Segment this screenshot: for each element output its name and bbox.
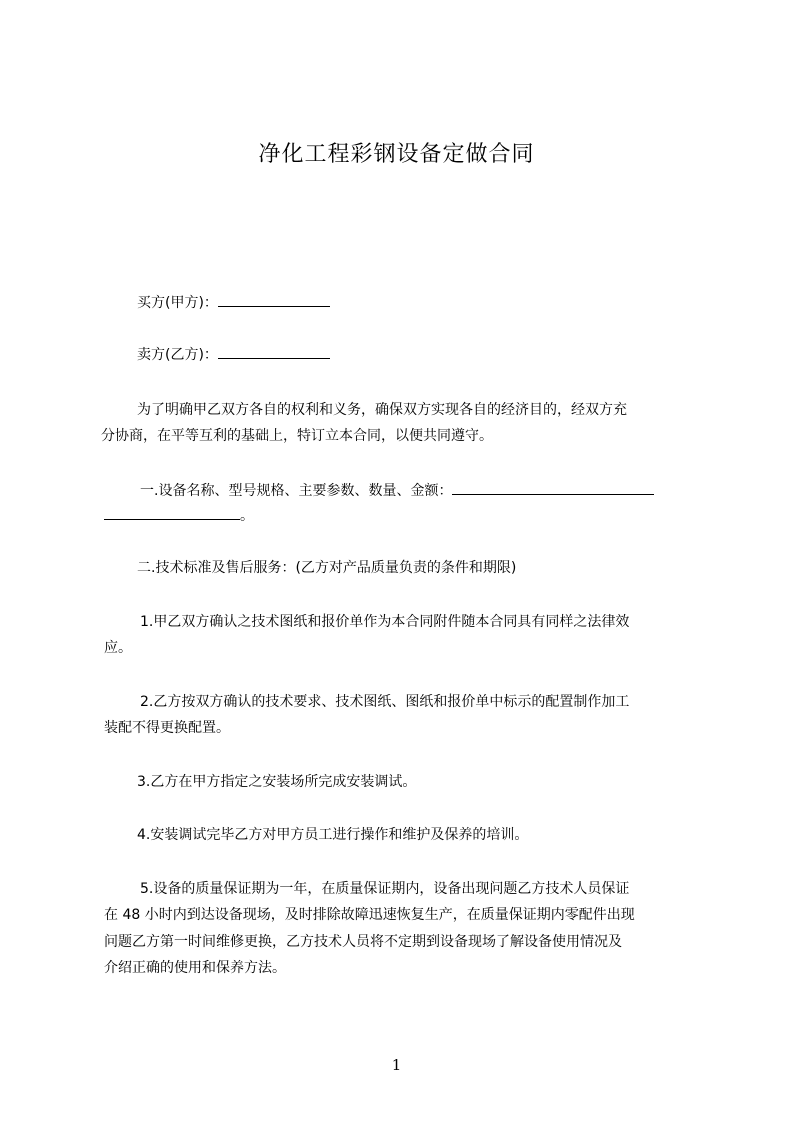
item5-line-2: 在 48 小时内到达设备现场，及时排除故障迅速恢复生产，在质量保证期内零配件出现 (104, 907, 635, 923)
item2-line-1: 2.乙方按双方确认的技术要求、技术图纸、图纸和报价单中标示的配置制作加工 (140, 694, 630, 710)
seller-label: 卖方(乙方)： (137, 347, 218, 363)
section1-blank-2 (104, 505, 240, 520)
item1-line-2: 应。 (104, 640, 132, 656)
section1-line (140, 480, 654, 501)
item1-line-1: 1.甲乙双方确认之技术图纸和报价单作为本合同附件随本合同具有同样之法律效 (140, 614, 630, 630)
intro-line-1: 为了明确甲乙双方各自的权利和义务，确保双方实现各自的经济目的，经双方充 (137, 402, 627, 418)
item5-line-3: 问题乙方第一时间维修更换，乙方技术人员将不定期到设备现场了解设备使用情况及 (104, 934, 622, 950)
buyer-blank (218, 292, 330, 307)
buyer-label: 买方(甲方)： (137, 295, 218, 311)
item4-line: 4.安装调试完毕乙方对甲方员工进行操作和维护及保养的培训。 (137, 827, 529, 843)
section1-end: 。 (240, 508, 254, 524)
intro-line-2: 分协商，在平等互利的基础上，特订立本合同，以便共同遵守。 (101, 428, 493, 444)
seller-line (137, 344, 330, 365)
page-number: 1 (391, 1056, 402, 1074)
item5-line-4: 介绍正确的使用和保养方法。 (104, 960, 286, 976)
item5-line-1: 5.设备的质量保证期为一年，在质量保证期内，设备出现问题乙方技术人员保证 (140, 881, 630, 897)
seller-blank (218, 344, 330, 359)
item3-line: 3.乙方在甲方指定之安装场所完成安装调试。 (137, 774, 417, 790)
document-title: 净化工程彩钢设备定做合同 (258, 142, 535, 167)
section2-heading: 二.技术标准及售后服务：(乙方对产品质量负责的条件和期限) (137, 560, 517, 576)
section1-continuation (104, 505, 254, 526)
section1-blank-1 (452, 480, 654, 495)
item2-line-2: 装配不得更换配置。 (104, 720, 230, 736)
buyer-line (137, 292, 330, 313)
section1-label: 一.设备名称、型号规格、主要参数、数量、金额： (140, 483, 453, 499)
